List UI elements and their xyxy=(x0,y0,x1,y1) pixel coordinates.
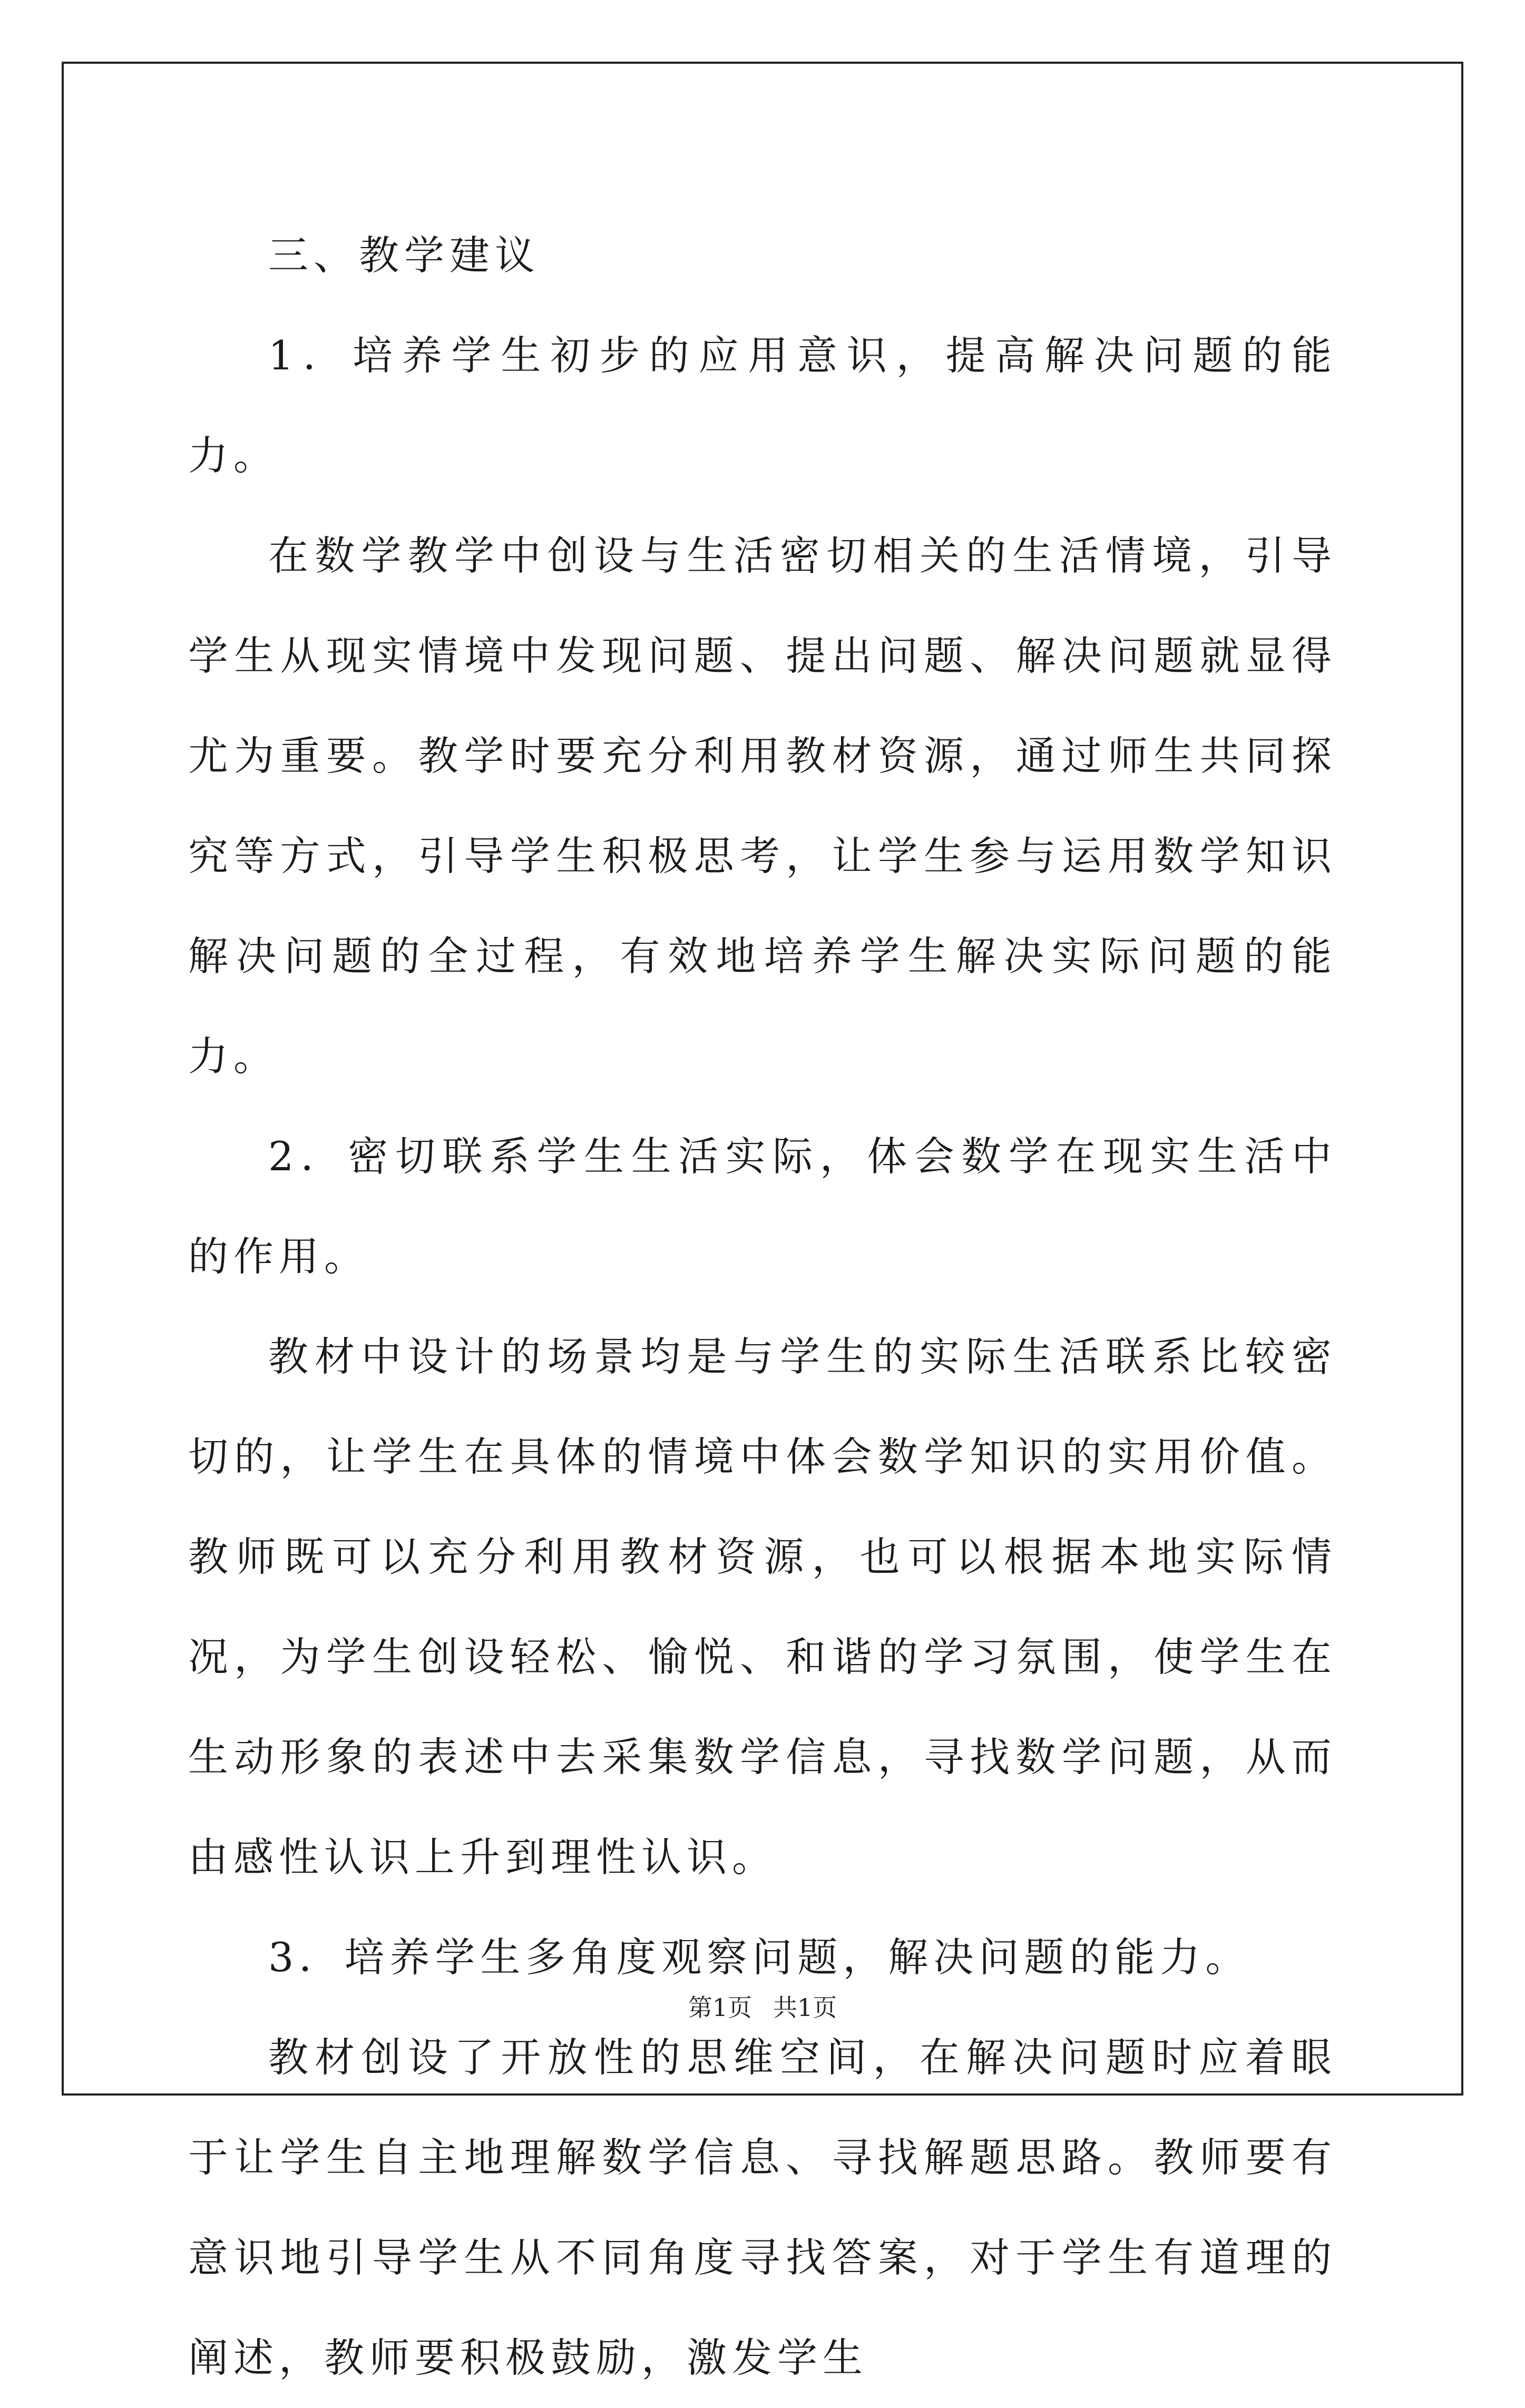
body-paragraph-3: 教材创设了开放性的思维空间，在解决问题时应着眼于让学生自主地理解数学信息、寻找解题思路。教师要有意识地引导学生从不同角度寻找答案，对于学生有道理的阐述，教师要积极鼓励，激发学生 xyxy=(188,2034,1337,2381)
page-footer xyxy=(0,1992,1525,2023)
item-heading-2: 2．密切联系学生生活实际，体会数学在现实生活中的作用。 xyxy=(188,1133,1337,1280)
page-number: 第1页 xyxy=(688,1993,752,2022)
item-heading-1: 1．培养学生初步的应用意识，提高解决问题的能力。 xyxy=(188,332,1337,479)
section-heading: 三、教学建议 xyxy=(268,232,540,279)
item-heading-3: 3．培养学生多角度观察问题，解决问题的能力。 xyxy=(268,1934,1251,1981)
page-count: 共1页 xyxy=(773,1993,837,2022)
body-paragraph-2: 教材中设计的场景均是与学生的实际生活联系比较密切的，让学生在具体的情境中体会数学知识的实用价值。教师既可以充分利用教材资源，也可以根据本地实际情况，为学生创设轻松、愉悦、和谐的学习氛围，使学生在生动形象的表述中去采集数学信息，寻找数学问题，从而由感性认识上升到理性认识。 xyxy=(188,1333,1337,1881)
body-paragraph-1: 在数学教学中创设与生活密切相关的生活情境，引导学生从现实情境中发现问题、提出问题、解决问题就显得尤为重要。教学时要充分利用教材资源，通过师生共同探究等方式，引导学生积极思考，让学生参与运用数学知识解决问题的全过程，有效地培养学生解决实际问题的能力。 xyxy=(188,532,1337,1080)
document-body xyxy=(188,205,1337,2408)
